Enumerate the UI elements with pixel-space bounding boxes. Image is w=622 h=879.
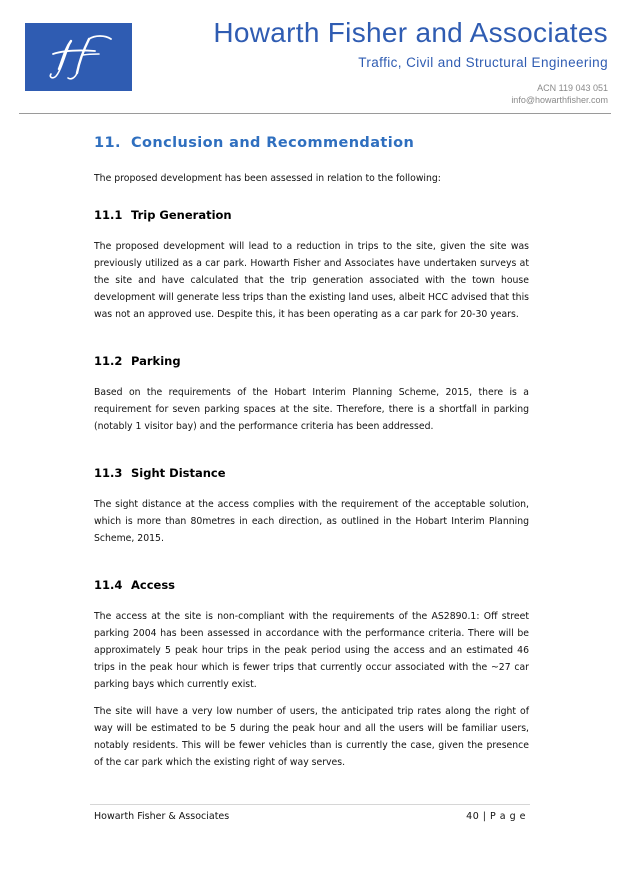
subsection-title: Sight Distance bbox=[131, 466, 226, 480]
subsection-title: Access bbox=[131, 578, 176, 592]
company-acn: ACN 119 043 051 bbox=[537, 83, 608, 93]
footer-company: Howarth Fisher & Associates bbox=[94, 811, 230, 822]
header-divider bbox=[19, 113, 611, 114]
section-intro: The proposed development has been assessed in relation to the following: bbox=[94, 173, 441, 184]
subsection-number: 11.4 bbox=[94, 578, 123, 592]
company-email: info@howarthfisher.com bbox=[511, 95, 608, 105]
subsection-title: Trip Generation bbox=[131, 208, 232, 222]
section-title: Conclusion and Recommendation bbox=[131, 135, 415, 151]
document-body bbox=[94, 135, 529, 771]
subsection-number: 11.3 bbox=[94, 466, 123, 480]
footer-divider bbox=[90, 804, 530, 805]
section-heading bbox=[94, 135, 529, 151]
paragraph: The sight distance at the access complies with the requirement of the acceptable solution, which is more than 80metres in each direction, as outlined in the Hobart Interim Planning Scheme, 2015. bbox=[94, 499, 529, 544]
section-number: 11. bbox=[94, 135, 121, 151]
page-number: 40 | P a g e bbox=[466, 811, 526, 822]
company-tagline: Traffic, Civil and Structural Engineering bbox=[358, 55, 608, 70]
hf-monogram-logo-icon bbox=[25, 23, 132, 91]
paragraph: The access at the site is non-compliant with the requirements of the AS2890.1: Off street parking 2004 has been assessed in accordance with the performance criteria. There will be approximately 5 peak hour trips in the peak period using the access and an estimated 46 trips in the peak hour which is fewer trips that currently occur associated with the ~27 car parking bays which currently exist. bbox=[94, 611, 529, 690]
subsection-heading-trip-generation bbox=[94, 208, 529, 222]
paragraph: Based on the requirements of the Hobart Interim Planning Scheme, 2015, there is a requirement for seven parking spaces at the site. Therefore, there is a shortfall in parking (notably 1 visitor bay) and the performance criteria has been addressed. bbox=[94, 387, 529, 432]
company-name: Howarth Fisher and Associates bbox=[213, 17, 608, 48]
paragraph: The proposed development will lead to a reduction in trips to the site, given the site was previously utilized as a car park. Howarth Fisher and Associates have undertaken surveys at the site and have calculated that the trip generation associated with the town house development will generate less trips than the existing land uses, albeit HCC advised that this was not an approved use. Despite this, it has been operating as a car park for 20-30 years. bbox=[94, 241, 529, 320]
subsection-heading-sight-distance bbox=[94, 466, 529, 480]
company-logo bbox=[25, 23, 132, 91]
subsection-title: Parking bbox=[131, 354, 181, 368]
paragraph: The site will have a very low number of users, the anticipated trip rates along the right of way will be estimated to be 5 during the peak hour and all the users will be familiar users, notably residents. This will be fewer vehicles than is currently the case, given the presence of the car park which the existing right of way serves. bbox=[94, 706, 529, 768]
subsection-number: 11.1 bbox=[94, 208, 123, 222]
subsection-number: 11.2 bbox=[94, 354, 123, 368]
subsection-heading-parking bbox=[94, 354, 529, 368]
subsection-heading-access bbox=[94, 578, 529, 592]
